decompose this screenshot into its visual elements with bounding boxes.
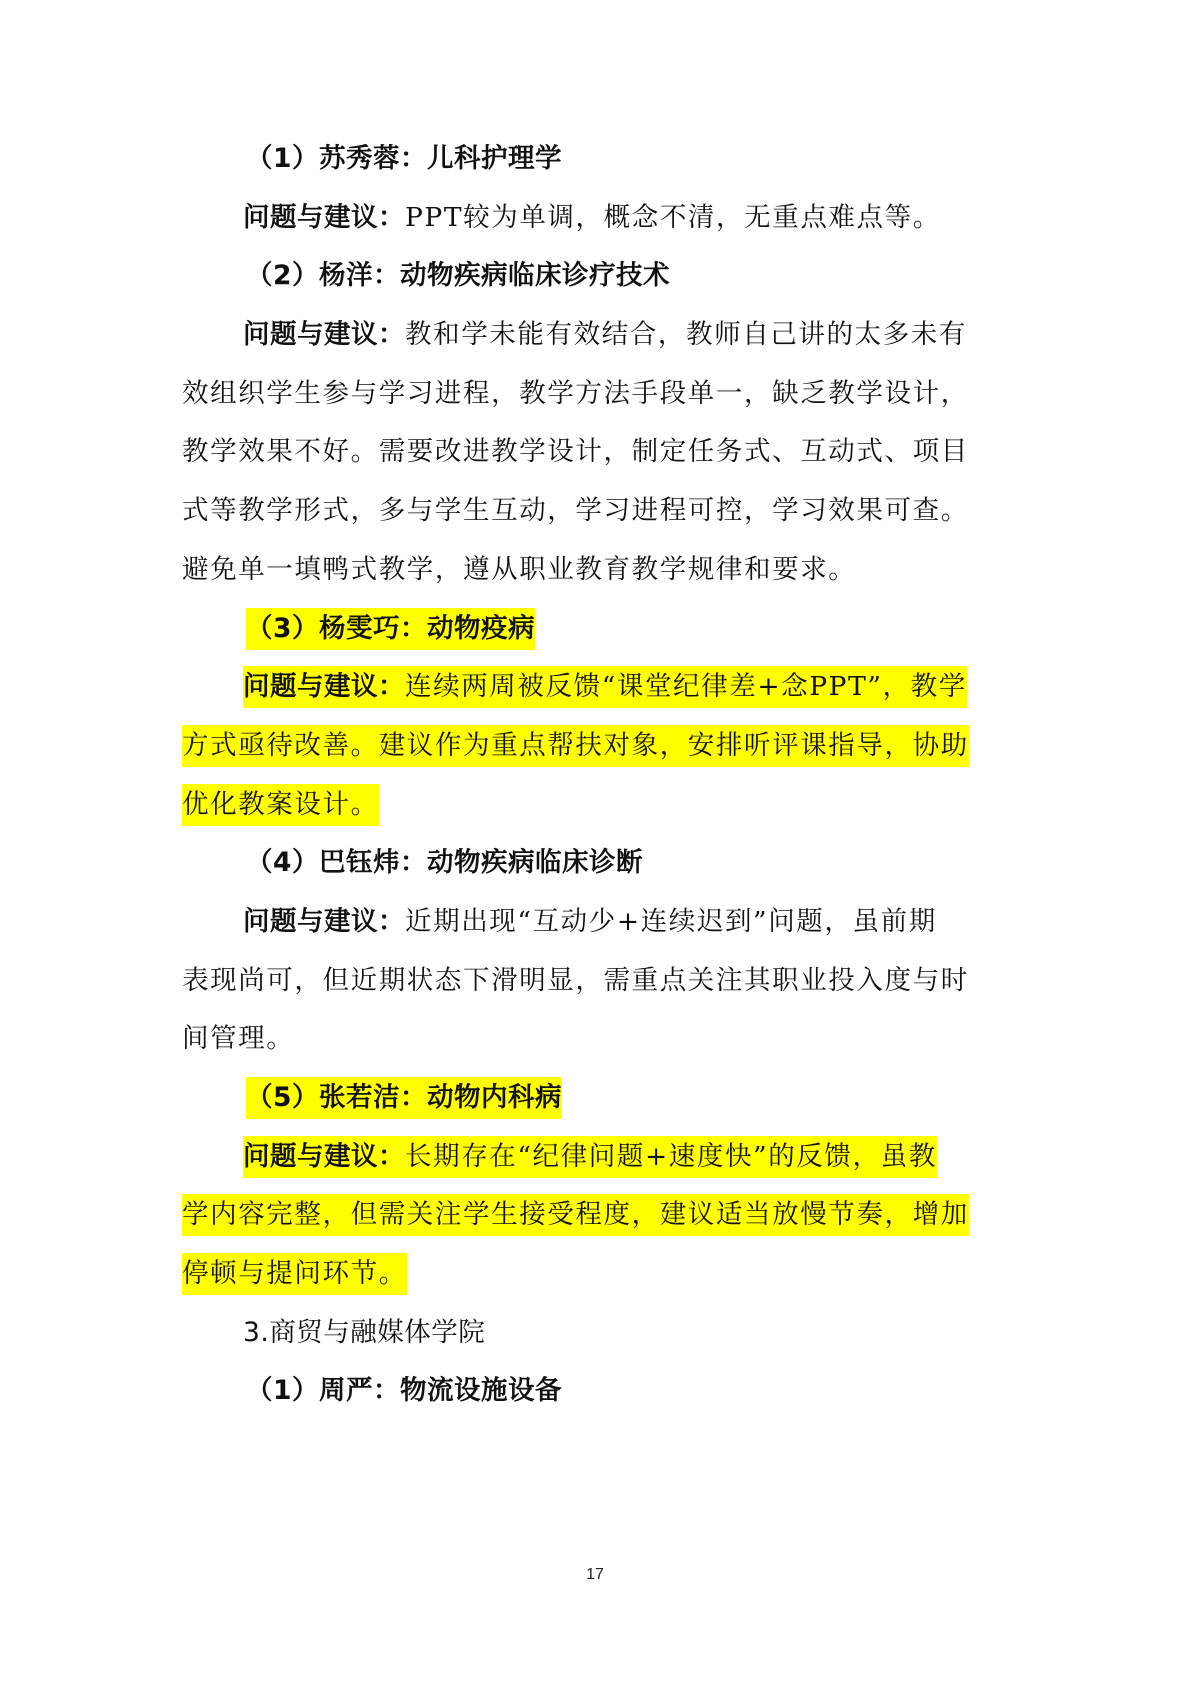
feedback-continuation-line [182,482,1010,541]
item-heading [182,834,1010,893]
item-heading-highlighted [182,1069,1010,1128]
feedback-paragraph [182,189,1010,248]
feedback-paragraph [182,306,1010,365]
feedback-text: 近期出现“互动少+连续迟到”问题，虽前期 [405,905,937,937]
feedback-text: 长期存在“纪律问题+速度快”的反馈，虽教 [405,1140,937,1172]
feedback-paragraph-highlighted [182,658,1010,717]
feedback-label: 问题与建议： [243,905,405,937]
item-heading-highlighted [182,600,1010,659]
item-heading-text: （1）周严：物流设施设备 [246,1375,562,1407]
feedback-continuation-line [182,1010,1010,1069]
feedback-label: 问题与建议： [243,201,405,233]
feedback-label: 问题与建议： [243,1140,405,1172]
feedback-text: 连续两周被反馈“课堂纪律差+念PPT”，教学 [405,671,967,703]
feedback-continuation-line [182,1245,1010,1304]
feedback-text: 学内容完整，但需关注学生接受程度，建议适当放慢节奏，增加 [182,1194,969,1236]
feedback-text: 教和学未能有效结合，教师自己讲的太多未有 [405,319,967,351]
item-heading-text: （5）张若洁：动物内科病 [246,1077,562,1119]
item-heading-text: （3）杨雯巧：动物疫病 [246,608,535,650]
feedback-text: PPT较为单调，概念不清，无重点难点等。 [405,201,941,233]
feedback-text: 间管理。 [182,1023,295,1055]
feedback-continuation-line [182,423,1010,482]
feedback-continuation-line [182,717,1010,776]
feedback-text: 教学效果不好。需要改进教学设计，制定任务式、互动式、项目 [182,436,969,468]
feedback-continuation-line [182,776,1010,835]
document-body [182,130,1010,1421]
section-title: 3.商贸与融媒体学院 [243,1316,486,1348]
feedback-label: 问题与建议： [243,671,405,703]
item-heading-text: （1）苏秀蓉：儿科护理学 [246,143,562,174]
feedback-text: 方式亟待改善。建议作为重点帮扶对象，安排听评课指导，协助 [182,725,969,767]
feedback-text: 避免单一填鸭式教学，遵从职业教育教学规律和要求。 [182,553,857,585]
item-heading-text: （2）杨洋：动物疾病临床诊疗技术 [246,260,670,292]
feedback-text: 表现尚可，但近期状态下滑明显，需重点关注其职业投入度与时 [182,964,969,996]
section-heading [182,1304,1010,1363]
feedback-continuation-line [182,365,1010,424]
feedback-continuation-line [182,541,1010,600]
item-heading [182,247,1010,306]
feedback-text: 效组织学生参与学习进程，教学方法手段单一，缺乏教学设计， [182,377,969,409]
feedback-text: 优化教案设计。 [182,784,379,826]
feedback-text: 停顿与提问环节。 [182,1253,407,1295]
item-heading-text: （4）巴钰炜：动物疾病临床诊断 [246,847,643,879]
item-heading [182,1362,1010,1421]
feedback-text: 式等教学形式，多与学生互动，学习进程可控，学习效果可查。 [182,495,969,527]
feedback-paragraph [182,893,1010,952]
page-number: 17 [586,1566,604,1583]
feedback-continuation-line [182,952,1010,1011]
item-heading [182,130,1010,189]
feedback-paragraph-highlighted [182,1128,1010,1187]
feedback-label: 问题与建议： [243,319,405,351]
feedback-continuation-line [182,1186,1010,1245]
